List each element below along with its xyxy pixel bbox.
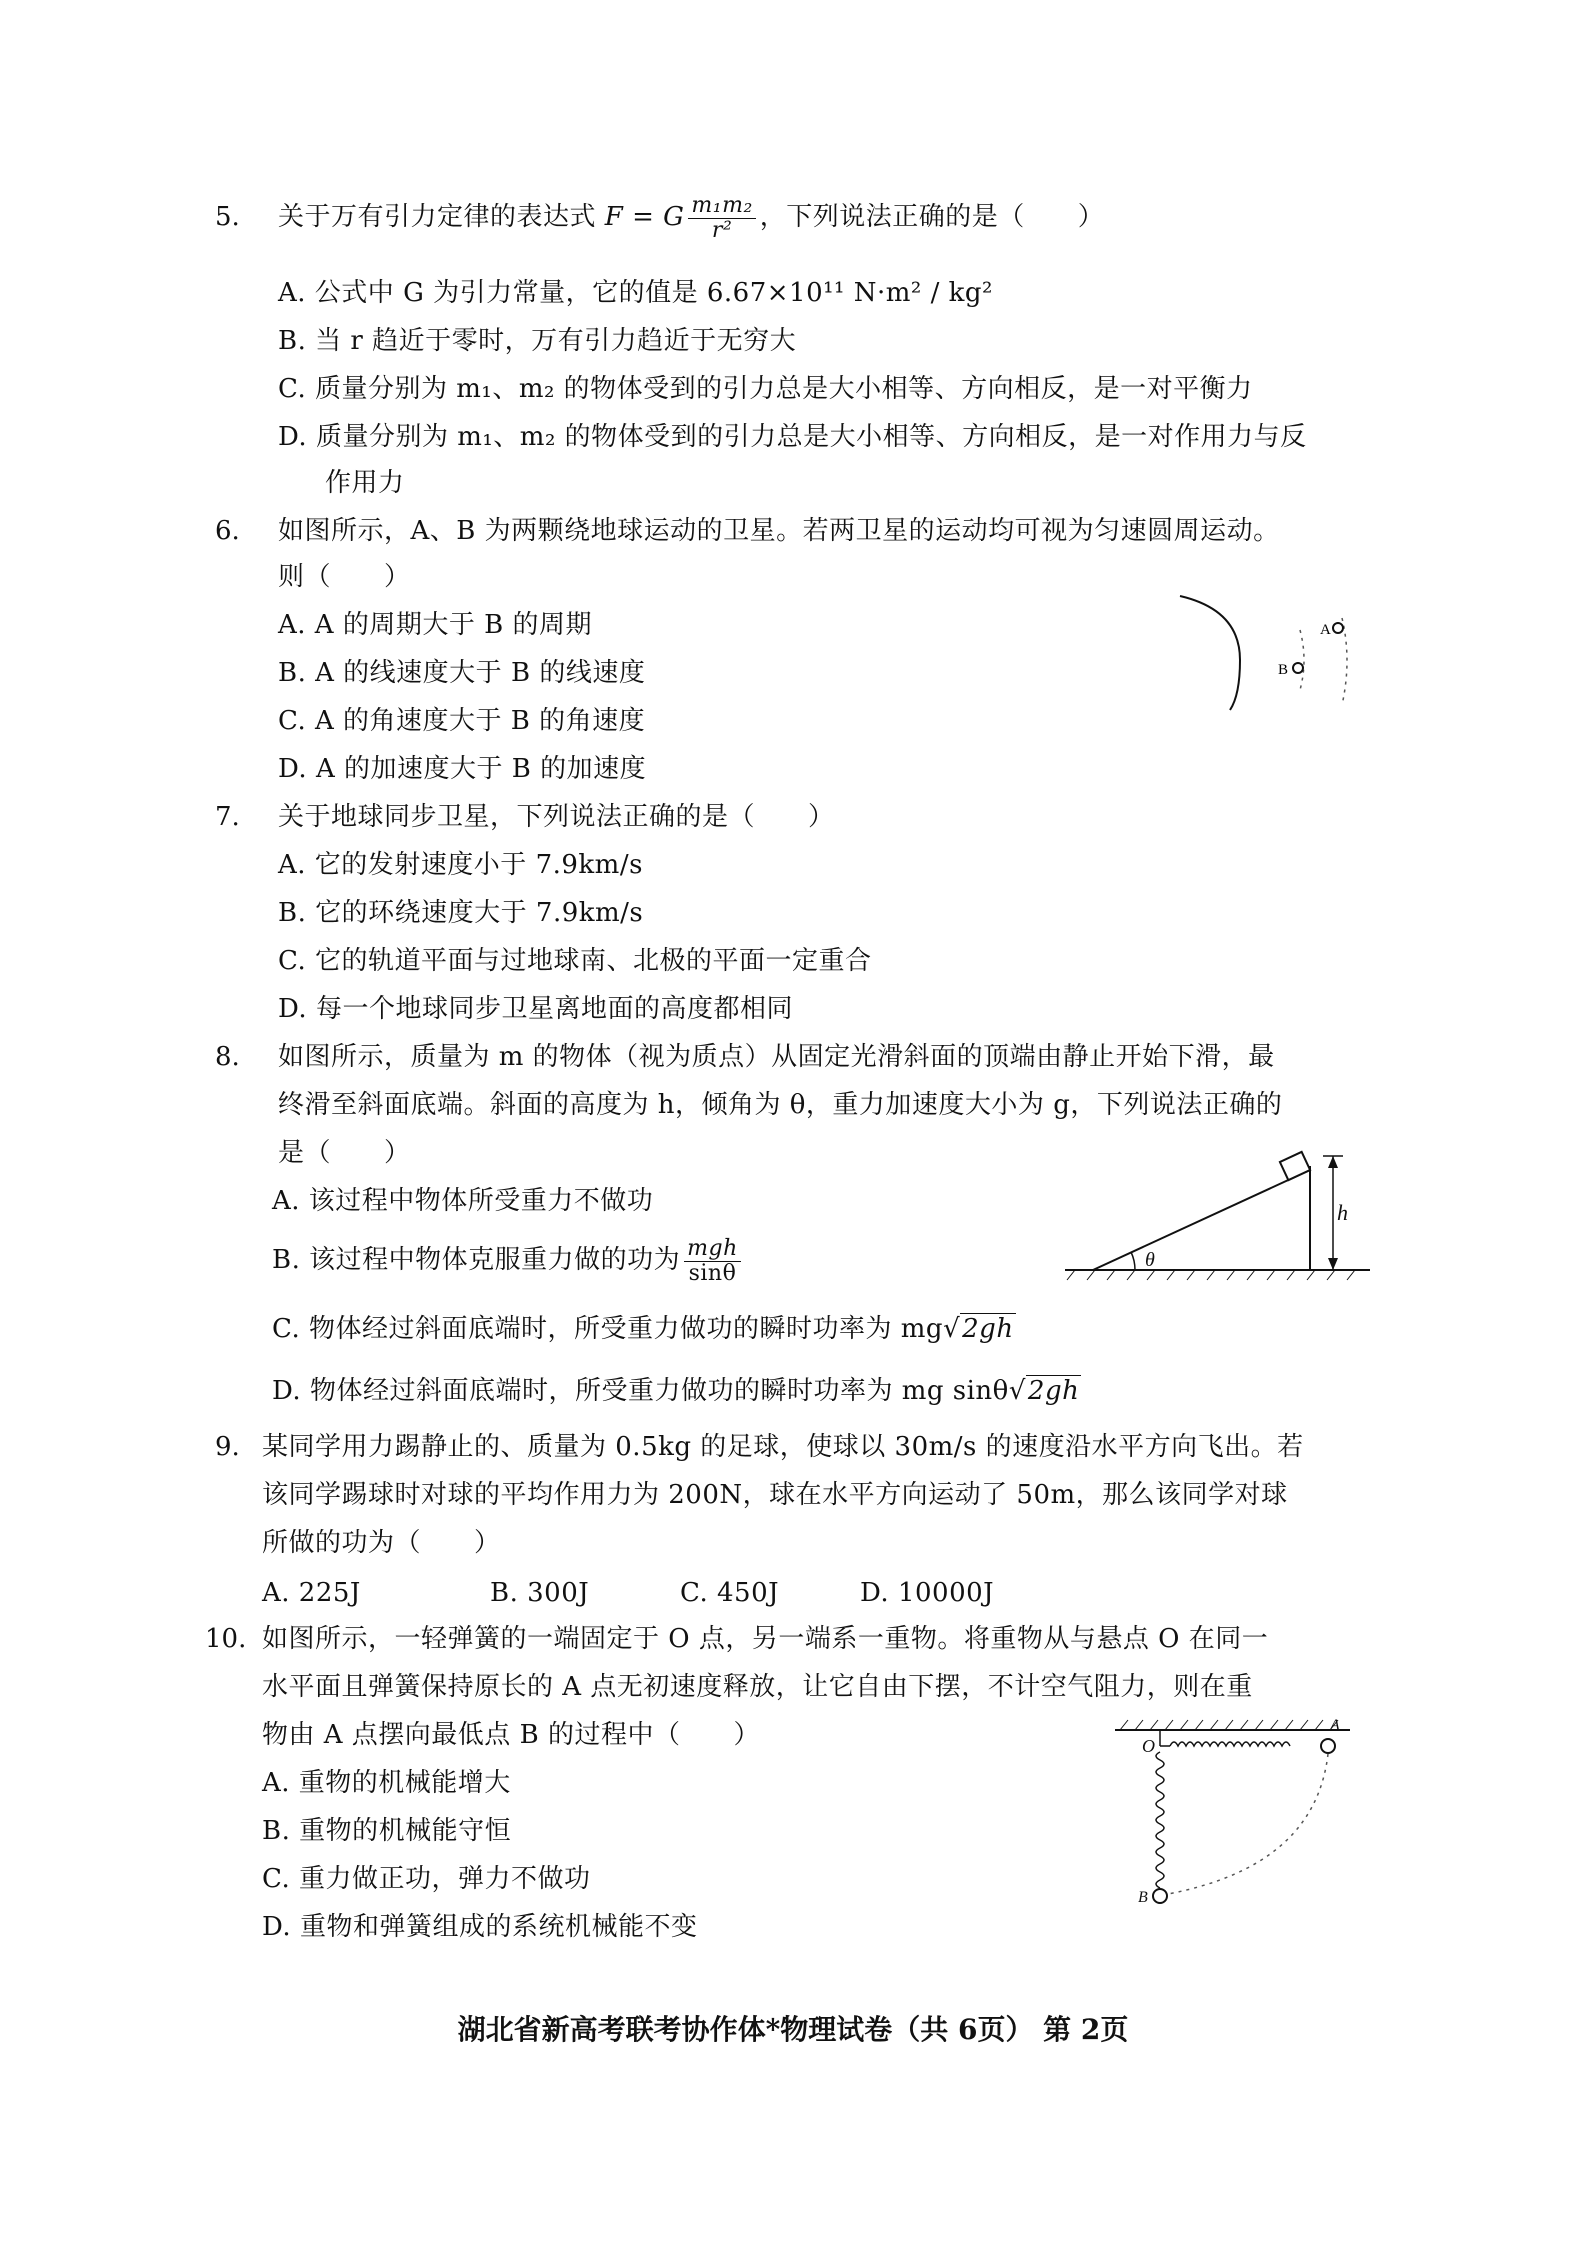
question-number: 6.: [215, 516, 240, 546]
label-b: B: [1278, 662, 1289, 678]
option-d: D. 重物和弹簧组成的系统机械能不变: [262, 1912, 698, 1942]
question-stem: 如图所示，A、B 为两颗绕地球运动的卫星。若两卫星的运动均可视为匀速圆周运动。: [278, 516, 1280, 546]
option-c: C. A 的角速度大于 B 的角速度: [278, 706, 646, 736]
option-a: A. 它的发射速度小于 7.9km/s: [278, 850, 643, 880]
option-a: A. 重物的机械能增大: [262, 1768, 511, 1798]
option-a: A. 该过程中物体所受重力不做功: [272, 1186, 654, 1216]
option-b: B. 当 r 趋近于零时，万有引力趋近于无穷大: [278, 326, 797, 356]
option-c: C. 物体经过斜面底端时，所受重力做功的瞬时功率为 mg√2gh: [272, 1314, 1014, 1344]
option-b: B. 重物的机械能守恒: [262, 1816, 512, 1846]
option-a: A. A 的周期大于 B 的周期: [278, 610, 592, 640]
question-stem: 如图所示，质量为 m 的物体（视为质点）从固定光滑斜面的顶端由静止开始下滑，最: [278, 1042, 1275, 1072]
sqrt-sign: √: [943, 1314, 961, 1344]
question-number: 7.: [215, 802, 240, 832]
block-icon: [1280, 1152, 1310, 1180]
option-d: D. 每一个地球同步卫星离地面的高度都相同: [278, 994, 793, 1024]
question-stem-continued: 则（ ）: [278, 562, 411, 592]
option-a: A. 225J: [262, 1578, 361, 1608]
option-c: C. 质量分别为 m₁、m₂ 的物体受到的引力总是大小相等、方向相反，是一对平衡力: [278, 374, 1253, 404]
question-number: 5.: [215, 202, 240, 232]
option-d: D. A 的加速度大于 B 的加速度: [278, 754, 647, 784]
option-b: B. 300J: [490, 1578, 590, 1608]
label-theta: θ: [1145, 1249, 1155, 1271]
question-number: 9.: [215, 1432, 240, 1462]
incline-figure: [1065, 1148, 1375, 1283]
question-number: 10.: [205, 1624, 247, 1654]
sqrt-sign: √: [1008, 1376, 1026, 1406]
work-fraction: $\frac{\text{mgh}}{\sin\theta}$: [684, 1237, 741, 1286]
satellite-orbit-figure: [1170, 590, 1370, 715]
question-stem-continued: 所做的功为（ ）: [262, 1528, 501, 1558]
option-d-continued: 作用力: [325, 468, 405, 498]
question-stem-continued: 物由 A 点摆向最低点 B 的过程中（ ）: [262, 1720, 760, 1750]
question-stem: 某同学用力踢静止的、质量为 0.5kg 的足球，使球以 30m/s 的速度沿水平方向飞出。若: [262, 1432, 1304, 1462]
option-d: D. 质量分别为 m₁、m₂ 的物体受到的引力总是大小相等、方向相反，是一对作用力与反: [278, 422, 1307, 452]
label-o: O: [1142, 1736, 1155, 1756]
formula-lhs: F = G: [604, 202, 685, 232]
page-footer: 湖北省新高考联考协作体*物理试卷（共 6页） 第 2页: [457, 2013, 1129, 2046]
spring-pendulum-figure: [1110, 1716, 1360, 1906]
option-b: B. 该过程中物体克服重力做的功为 $\frac{\text{mgh}}{\sin\theta}$: [272, 1236, 745, 1286]
question-stem: 关于万有引力定律的表达式 F = G $\frac{\text{m₁m₂}}{\text{r²}}$ ，下列说法正确的是（ ）: [278, 192, 1105, 243]
formula-fraction: $\frac{\text{m₁m₂}}{\text{r²}}$: [688, 194, 755, 243]
label-b: B: [1138, 1889, 1148, 1906]
option-a: A. 公式中 G 为引力常量，它的值是 6.67×10¹¹ N·m² / kg²: [278, 278, 993, 308]
option-b: B. 它的环绕速度大于 7.9km/s: [278, 898, 644, 928]
satellite-b-icon: [1293, 663, 1303, 673]
option-c: C. 它的轨道平面与过地球南、北极的平面一定重合: [278, 946, 872, 976]
question-stem-continued: 是（ ）: [278, 1138, 411, 1168]
option-c: C. 重力做正功，弹力不做功: [262, 1864, 591, 1894]
option-c: C. 450J: [680, 1578, 780, 1608]
label-h: h: [1337, 1200, 1348, 1225]
weight-a-icon: [1321, 1739, 1335, 1753]
question-number: 8.: [215, 1042, 240, 1072]
satellite-a-icon: [1333, 623, 1343, 633]
option-d: D. 10000J: [860, 1578, 995, 1608]
question-stem: 关于地球同步卫星，下列说法正确的是（ ）: [278, 802, 835, 832]
question-stem: 如图所示，一轻弹簧的一端固定于 O 点，另一端系一重物。将重物从与悬点 O 在同一: [262, 1624, 1269, 1654]
label-a: A: [1320, 622, 1331, 638]
label-a: A: [1330, 1717, 1340, 1734]
question-stem-continued: 终滑至斜面底端。斜面的高度为 h，倾角为 θ，重力加速度大小为 g，下列说法正确的: [278, 1090, 1283, 1120]
weight-b-icon: [1153, 1889, 1167, 1903]
question-stem-continued: 该同学踢球时对球的平均作用力为 200N，球在水平方向运动了 50m，那么该同学对球: [262, 1480, 1288, 1510]
question-stem-continued: 水平面且弹簧保持原长的 A 点无初速度释放，让它自由下摆，不计空气阻力，则在重: [262, 1672, 1253, 1702]
option-b: B. A 的线速度大于 B 的线速度: [278, 658, 646, 688]
option-d: D. 物体经过斜面底端时，所受重力做功的瞬时功率为 mg sinθ√2gh: [272, 1376, 1080, 1406]
